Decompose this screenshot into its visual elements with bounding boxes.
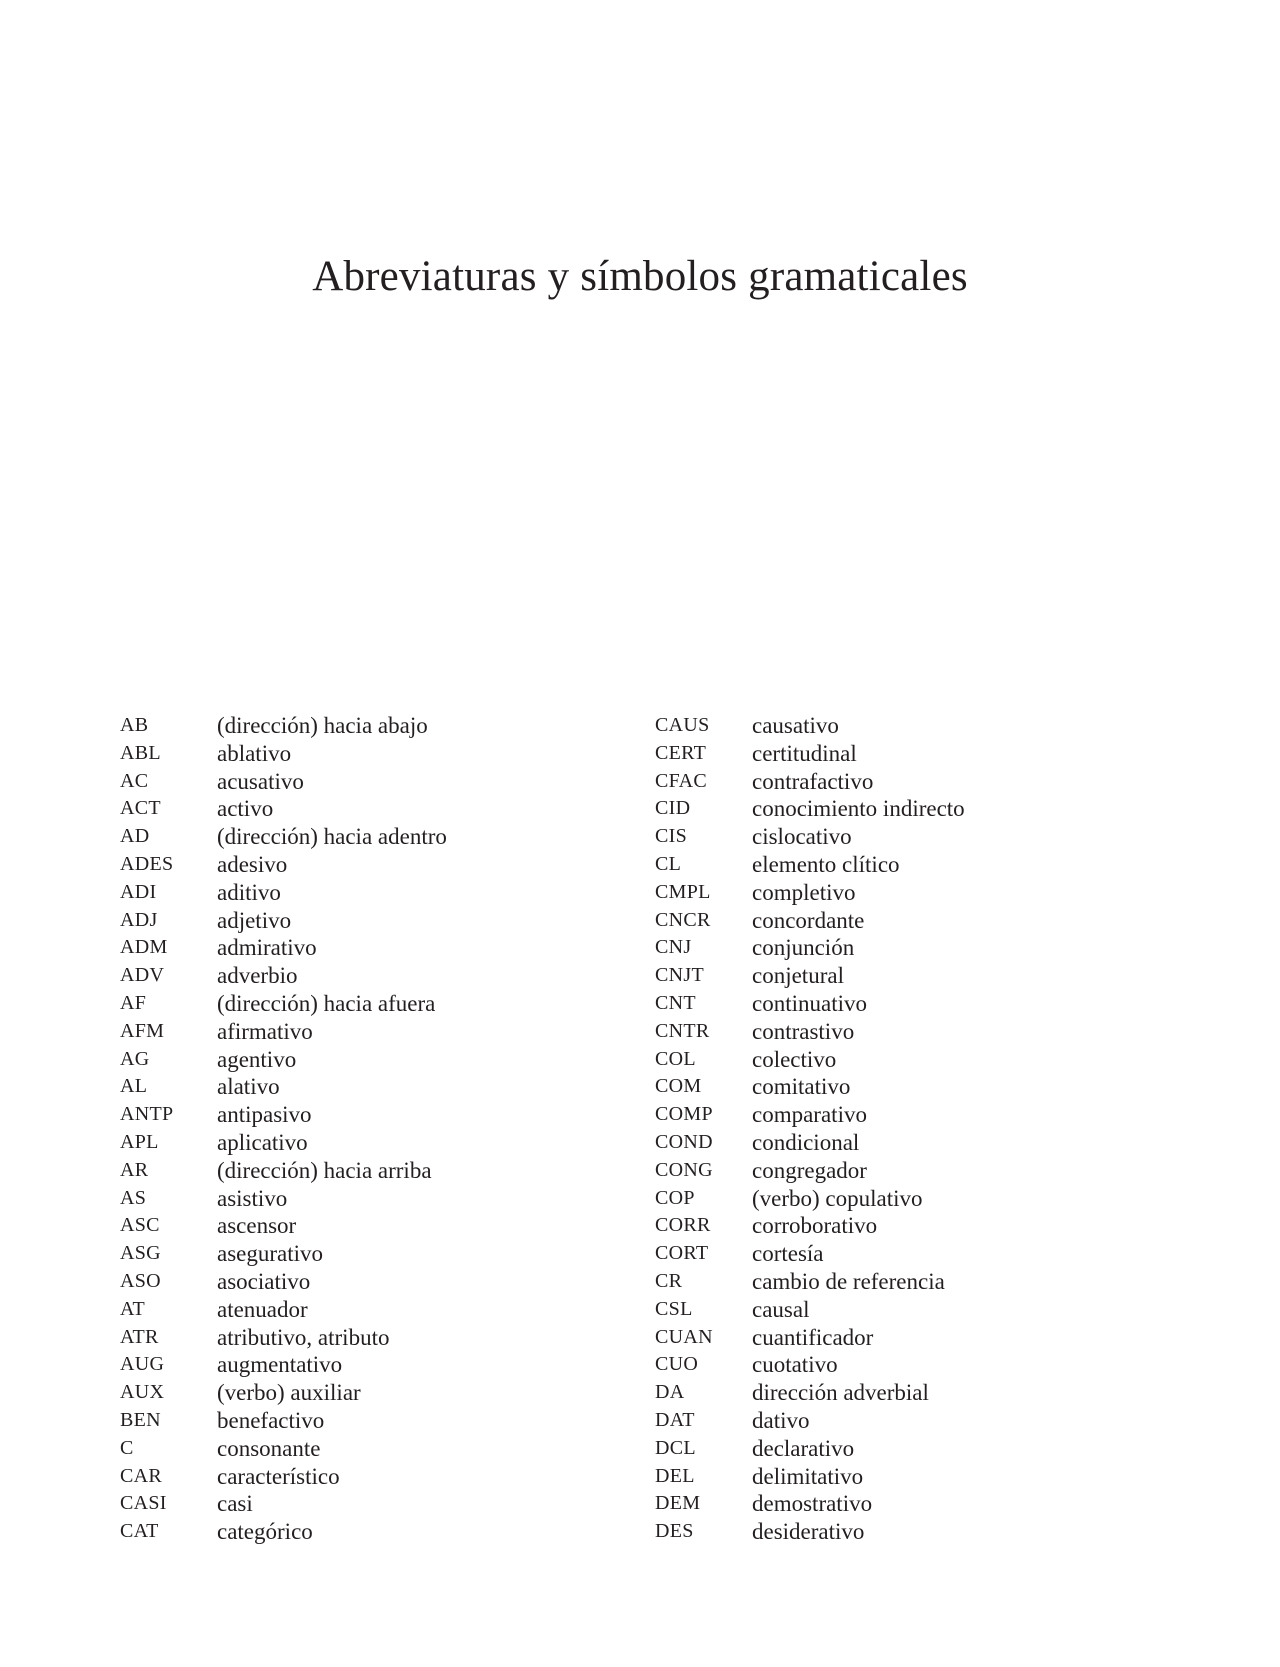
abbreviation-meaning: dirección adverbial: [752, 1380, 929, 1406]
abbreviation-code: COP: [655, 1186, 695, 1209]
abbreviation-code: COMP: [655, 1103, 713, 1126]
abbreviation-entry: [120, 1296, 620, 1324]
abbreviation-entry: [655, 1240, 1215, 1268]
abbreviation-entry: [655, 962, 1215, 990]
abbreviation-entry: [120, 1407, 620, 1435]
abbreviation-code: CAR: [120, 1464, 163, 1487]
abbreviation-entry: [655, 907, 1215, 935]
abbreviation-code: ADM: [120, 936, 168, 959]
abbreviation-entry: [655, 1296, 1215, 1324]
abbreviation-code: COL: [655, 1047, 696, 1070]
abbreviation-meaning: benefactivo: [217, 1407, 325, 1433]
abbreviation-meaning: asociativo: [217, 1268, 311, 1294]
abbreviation-entry: [655, 934, 1215, 962]
abbreviation-code: DAT: [655, 1408, 695, 1431]
abbreviation-meaning: conocimiento indirecto: [752, 796, 965, 822]
abbreviation-meaning: congregador: [752, 1157, 867, 1183]
abbreviation-entry: [120, 795, 620, 823]
abbreviation-entry: [655, 879, 1215, 907]
abbreviation-meaning: admirativo: [217, 935, 317, 961]
abbreviation-entry: [120, 934, 620, 962]
abbreviation-meaning: adjetivo: [217, 907, 292, 933]
abbreviation-entry: [120, 1268, 620, 1296]
abbreviation-meaning: cortesía: [752, 1241, 824, 1267]
abbreviation-code: APL: [120, 1130, 159, 1153]
abbreviation-entry: [120, 1324, 620, 1352]
abbreviation-meaning: completivo: [752, 879, 856, 905]
abbreviation-entry: [120, 823, 620, 851]
abbreviation-meaning: continuativo: [752, 990, 867, 1016]
abbreviation-meaning: atenuador: [217, 1296, 308, 1322]
abbreviation-meaning: augmentativo: [217, 1352, 343, 1378]
abbreviation-meaning: cuotativo: [752, 1352, 838, 1378]
abbreviation-code: ASG: [120, 1242, 161, 1265]
page-title: Abreviaturas y símbolos gramaticales: [312, 253, 968, 300]
abbreviation-code: CERT: [655, 741, 707, 764]
abbreviation-entry: [655, 1407, 1215, 1435]
abbreviation-code: AG: [120, 1047, 150, 1070]
abbreviation-code: CNCR: [655, 908, 711, 931]
abbreviation-code: CSL: [655, 1297, 693, 1320]
abbreviation-code: CNTR: [655, 1019, 710, 1042]
abbreviation-code: CASI: [120, 1492, 167, 1515]
abbreviation-code: CID: [655, 797, 691, 820]
abbreviation-meaning: causal: [752, 1296, 810, 1322]
abbreviation-meaning: causativo: [752, 713, 839, 738]
abbreviation-code: CMPL: [655, 880, 711, 903]
abbreviation-code: COM: [655, 1075, 702, 1098]
abbreviation-entry: [120, 1185, 620, 1213]
abbreviation-code: AD: [120, 825, 150, 848]
abbreviation-meaning: categórico: [217, 1519, 313, 1545]
abbreviation-entry: [120, 1518, 620, 1546]
abbreviation-code: ADJ: [120, 908, 158, 931]
abbreviation-meaning: corroborativo: [752, 1213, 878, 1239]
abbreviation-entry: [120, 879, 620, 907]
abbreviation-entry: [120, 712, 620, 740]
abbreviation-entry: [120, 1129, 620, 1157]
abbreviation-entry: [120, 851, 620, 879]
abbreviation-entry: [655, 768, 1215, 796]
abbreviation-code: AUX: [120, 1381, 165, 1404]
abbreviation-meaning: ablativo: [217, 740, 292, 766]
abbreviation-entry: [120, 768, 620, 796]
abbreviation-meaning: demostrativo: [752, 1491, 873, 1517]
abbreviation-meaning: contrafactivo: [752, 768, 874, 794]
abbreviation-code: DCL: [655, 1436, 696, 1459]
abbreviation-code: AB: [120, 714, 149, 736]
abbreviation-entry: [120, 907, 620, 935]
abbreviation-entry: [655, 1129, 1215, 1157]
abbreviation-code: CIS: [655, 825, 688, 848]
abbreviation-entry: [120, 1073, 620, 1101]
abbreviation-code: DEM: [655, 1492, 701, 1515]
abbreviation-entry: [120, 1212, 620, 1240]
abbreviation-code: ADES: [120, 852, 174, 875]
abbreviation-entry: [655, 1073, 1215, 1101]
abbreviation-meaning: asistivo: [217, 1185, 288, 1211]
abbreviation-code: ACT: [120, 797, 161, 820]
abbreviation-entry: [120, 1046, 620, 1074]
abbreviation-code: AS: [120, 1186, 147, 1209]
abbreviation-entry: [655, 1490, 1215, 1518]
abbreviation-entry: [655, 1324, 1215, 1352]
abbreviation-meaning: casi: [217, 1491, 253, 1517]
abbreviation-code: ASC: [120, 1214, 160, 1237]
abbreviation-entry: [120, 1490, 620, 1518]
abbreviation-entry: [655, 1018, 1215, 1046]
abbreviation-entry: [655, 740, 1215, 768]
abbreviation-entry: [120, 1157, 620, 1185]
abbreviation-code: ADI: [120, 880, 157, 903]
abbreviation-meaning: característico: [217, 1463, 340, 1489]
abbreviation-meaning: asegurativo: [217, 1241, 324, 1267]
abbreviation-code: CL: [655, 852, 682, 875]
abbreviation-meaning: elemento clítico: [752, 851, 900, 877]
abbreviation-entry: [655, 823, 1215, 851]
abbreviation-code: ATR: [120, 1325, 159, 1348]
abbreviation-meaning: (dirección) hacia adentro: [217, 824, 447, 850]
abbreviation-code: AT: [120, 1297, 146, 1320]
abbreviation-list-right: [655, 712, 1215, 1546]
abbreviation-entry: [120, 1018, 620, 1046]
abbreviation-meaning: (dirección) hacia arriba: [217, 1157, 432, 1183]
abbreviation-entry: [655, 1351, 1215, 1379]
abbreviation-code: CUAN: [655, 1325, 713, 1348]
abbreviation-code: COND: [655, 1130, 713, 1153]
abbreviation-meaning: agentivo: [217, 1046, 297, 1072]
abbreviation-entry: [120, 1379, 620, 1407]
abbreviation-entry: [120, 1101, 620, 1129]
abbreviation-meaning: colectivo: [752, 1046, 837, 1072]
abbreviation-meaning: dativo: [752, 1407, 810, 1433]
abbreviation-entry: [655, 1212, 1215, 1240]
abbreviation-meaning: aditivo: [217, 879, 281, 905]
abbreviation-meaning: delimitativo: [752, 1463, 864, 1489]
abbreviation-list-left: [120, 712, 620, 1546]
abbreviation-code: DEL: [655, 1464, 695, 1487]
abbreviation-entry: [120, 740, 620, 768]
abbreviation-code: CONG: [655, 1158, 713, 1181]
abbreviation-code: CNJ: [655, 936, 692, 959]
abbreviation-entry: [120, 1435, 620, 1463]
abbreviation-meaning: declarativo: [752, 1435, 855, 1461]
abbreviation-meaning: antipasivo: [217, 1102, 312, 1128]
abbreviation-code: CUO: [655, 1353, 699, 1376]
abbreviation-meaning: conjunción: [752, 935, 855, 961]
abbreviation-code: DES: [655, 1520, 694, 1543]
abbreviation-meaning: alativo: [217, 1074, 280, 1100]
abbreviation-code: AL: [120, 1075, 148, 1098]
abbreviation-code: CAT: [120, 1520, 159, 1543]
abbreviation-meaning: cambio de referencia: [752, 1268, 945, 1294]
abbreviation-meaning: consonante: [217, 1435, 321, 1461]
abbreviation-meaning: certitudinal: [752, 740, 857, 766]
abbreviation-meaning: (dirección) hacia afuera: [217, 990, 436, 1016]
abbreviation-meaning: acusativo: [217, 768, 304, 794]
abbreviation-entry: [655, 1268, 1215, 1296]
abbreviation-code: ADV: [120, 964, 165, 987]
abbreviation-meaning: ascensor: [217, 1213, 297, 1239]
abbreviation-meaning: conjetural: [752, 963, 844, 989]
abbreviation-entry: [655, 712, 1215, 740]
abbreviation-meaning: comitativo: [752, 1074, 851, 1100]
abbreviation-entry: [655, 1185, 1215, 1213]
abbreviation-entry: [120, 1463, 620, 1491]
abbreviation-meaning: (verbo) copulativo: [752, 1185, 923, 1211]
abbreviation-code: ABL: [120, 741, 161, 764]
abbreviation-entry: [655, 990, 1215, 1018]
abbreviation-code: C: [120, 1436, 134, 1459]
abbreviation-code: ANTP: [120, 1103, 174, 1126]
abbreviation-meaning: cuantificador: [752, 1324, 874, 1350]
abbreviation-meaning: (verbo) auxiliar: [217, 1380, 361, 1406]
abbreviation-entry: [655, 1435, 1215, 1463]
abbreviation-code: CNJT: [655, 964, 704, 987]
abbreviation-entry: [655, 1379, 1215, 1407]
abbreviation-meaning: cislocativo: [752, 824, 852, 850]
abbreviation-meaning: activo: [217, 796, 274, 822]
abbreviation-code: CFAC: [655, 769, 707, 792]
abbreviation-code: CORR: [655, 1214, 711, 1237]
abbreviation-meaning: contrastivo: [752, 1018, 855, 1044]
abbreviation-meaning: aplicativo: [217, 1129, 308, 1155]
abbreviation-meaning: concordante: [752, 907, 865, 933]
abbreviation-meaning: (dirección) hacia abajo: [217, 713, 428, 738]
abbreviation-entry: [120, 1240, 620, 1268]
abbreviation-code: BEN: [120, 1408, 161, 1431]
abbreviation-code: AR: [120, 1158, 149, 1181]
abbreviation-meaning: atributivo, atributo: [217, 1324, 390, 1350]
abbreviation-entry: [655, 1046, 1215, 1074]
abbreviation-meaning: adesivo: [217, 851, 288, 877]
abbreviation-entry: [655, 1463, 1215, 1491]
abbreviation-entry: [655, 1157, 1215, 1185]
abbreviation-entry: [120, 962, 620, 990]
abbreviation-meaning: comparativo: [752, 1102, 867, 1128]
abbreviation-entry: [655, 851, 1215, 879]
abbreviation-meaning: desiderativo: [752, 1519, 865, 1545]
abbreviation-entry: [655, 1518, 1215, 1546]
abbreviation-code: ASO: [120, 1269, 161, 1292]
abbreviation-code: AUG: [120, 1353, 165, 1376]
abbreviation-meaning: adverbio: [217, 963, 298, 989]
abbreviation-code: AC: [120, 769, 149, 792]
abbreviation-code: AFM: [120, 1019, 165, 1042]
abbreviation-code: CR: [655, 1269, 683, 1292]
abbreviation-code: DA: [655, 1381, 685, 1404]
abbreviation-meaning: condicional: [752, 1129, 860, 1155]
abbreviation-entry: [120, 1351, 620, 1379]
abbreviation-meaning: afirmativo: [217, 1018, 313, 1044]
abbreviation-code: CORT: [655, 1242, 709, 1265]
abbreviation-code: AF: [120, 991, 147, 1014]
abbreviation-entry: [655, 1101, 1215, 1129]
abbreviation-code: CNT: [655, 991, 696, 1014]
abbreviation-entry: [655, 795, 1215, 823]
abbreviation-code: CAUS: [655, 714, 710, 736]
abbreviation-entry: [120, 990, 620, 1018]
